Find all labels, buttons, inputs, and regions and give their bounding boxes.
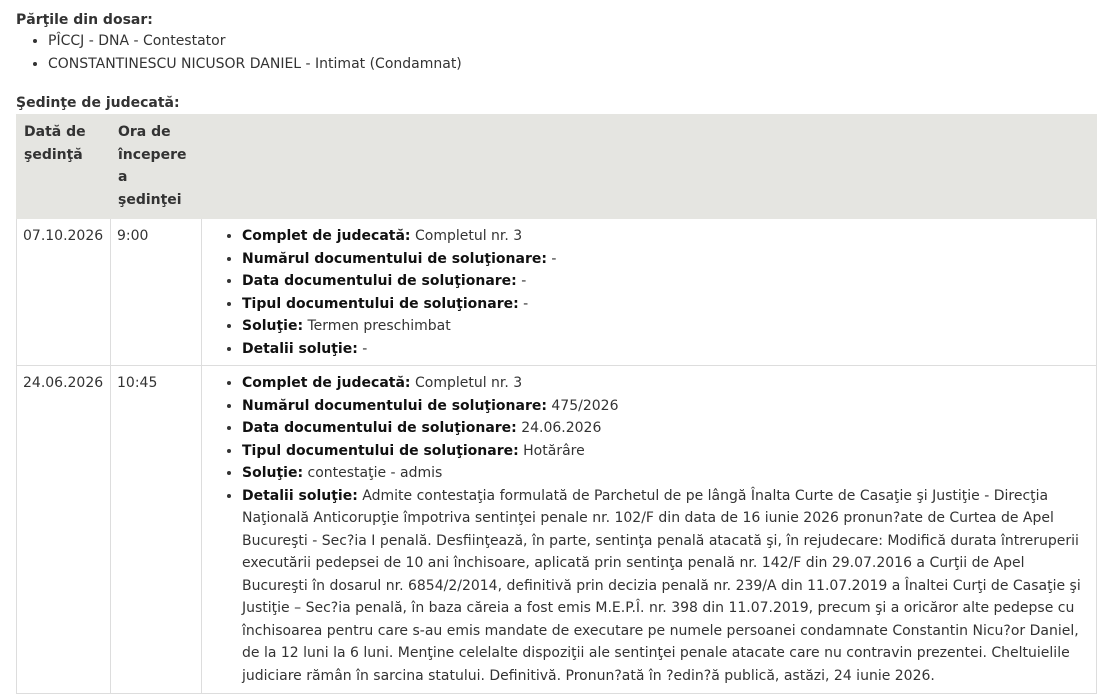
column-header-details — [202, 114, 1097, 219]
detail-label: Complet de judecată: — [242, 228, 411, 244]
detail-item — [242, 293, 1090, 316]
detail-label: Soluţie: — [242, 318, 304, 334]
detail-label: Detalii soluţie: — [242, 487, 358, 504]
detail-item — [242, 270, 1090, 293]
column-header-time: Ora de începere a şedinţei — [111, 114, 202, 219]
detail-item — [242, 225, 1090, 248]
detail-label: Numărul documentului de soluţionare: — [242, 250, 547, 267]
detail-item — [242, 248, 1090, 271]
detail-item — [242, 462, 1090, 485]
parties-title: Părţile din dosar: — [16, 12, 153, 28]
detail-value: 475/2026 — [546, 397, 619, 414]
hearing-details — [202, 366, 1097, 694]
detail-value: Hotărâre — [518, 442, 585, 459]
detail-item — [242, 440, 1090, 463]
detail-value: Termen preschimbat — [303, 318, 451, 334]
hearing-date: 24.06.2026 — [17, 366, 111, 694]
detail-label: Soluţie: — [242, 465, 304, 481]
details-list — [208, 225, 1090, 360]
party-item: • CONSTANTINESCU NICUSOR DANIEL - Intimat (Condamnat) — [48, 53, 1096, 76]
column-header-date: Dată de şedinţă — [17, 114, 111, 219]
detail-label: Data documentului de soluţionare: — [242, 273, 517, 289]
details-list — [208, 372, 1090, 687]
hearing-details — [202, 219, 1097, 366]
table-row — [17, 219, 1097, 366]
detail-value: 24.06.2026 — [516, 420, 602, 436]
detail-label: Tipul documentului de soluţionare: — [242, 442, 519, 459]
detail-label: Numărul documentului de soluţionare: — [242, 397, 547, 414]
detail-item — [242, 372, 1090, 395]
hearings-title: Şedinţe de judecată: — [16, 95, 180, 111]
detail-label: Complet de judecată: — [242, 375, 411, 391]
detail-value: Admite contestaţia formulată de Parchetul de pe lângă Înalta Curte de Casaţie şi Justiţie - Direcţia Naţională Anticorupţie împotriva sentinţei penale nr. 102/F din data de 16 iunie 2026 pronun?ate de Curtea de Apel Bucureşti - Sec?ia I penală. Desfiinţează, în parte, sentinţa penală atacată şi, în rejudecare: Modifică durata întreruperii executării pedepsei de 10 ani închisoare, aplicată prin sentinţa penală nr. 142/F din 29.07.2016 a Curţii de Apel Bucureşti în dosarul nr. 6854/2/2014, definitivă prin decizia penală nr. 239/A din 11.07.2019 a Înaltei Curţi de Casaţie şi Justiţie – Sec?ia penală, în baza căreia a fost emis M.E.P.Î. nr. 398 din 11.07.2019, precum şi a oricăror alte pedepse cu închisoarea pentru care s-au emis mandate de executare pe numele persoanei condamnate Constantin Nicu?or Daniel, de la 12 luni la 6 luni. Menţine celelalte dispoziţii ale sentinţei penale atacate care nu contravin prezentei. Cheltuielile judiciare rămân în sarcina statului. Definitivă. Pronun?ată în ?edin?ă publică, astăzi, 24 iunie 2026. — [242, 487, 1081, 684]
case-page — [16, 10, 1096, 694]
hearing-time: 9:00 — [111, 219, 202, 366]
detail-value: Completul nr. 3 — [410, 228, 523, 244]
detail-item — [242, 485, 1090, 688]
detail-item — [242, 395, 1090, 418]
hearing-date: 07.10.2026 — [17, 219, 111, 366]
detail-item — [242, 338, 1090, 361]
detail-label: Detalii soluţie: — [242, 340, 358, 357]
detail-value: - — [546, 250, 557, 267]
detail-label: Tipul documentului de soluţionare: — [242, 295, 519, 312]
table-header-row — [17, 114, 1097, 219]
hearings-table — [16, 114, 1097, 694]
detail-item — [242, 315, 1090, 338]
detail-value: - — [357, 340, 368, 357]
table-row — [17, 366, 1097, 694]
detail-label: Data documentului de soluţionare: — [242, 420, 517, 436]
party-item: • PÎCCJ - DNA - Contestator — [48, 30, 1096, 53]
detail-value: Completul nr. 3 — [410, 375, 523, 391]
detail-value: - — [518, 295, 529, 312]
detail-value: - — [516, 273, 527, 289]
detail-value: contestaţie - admis — [303, 465, 443, 481]
hearing-time: 10:45 — [111, 366, 202, 694]
detail-item — [242, 417, 1090, 440]
parties-list — [16, 30, 1096, 76]
